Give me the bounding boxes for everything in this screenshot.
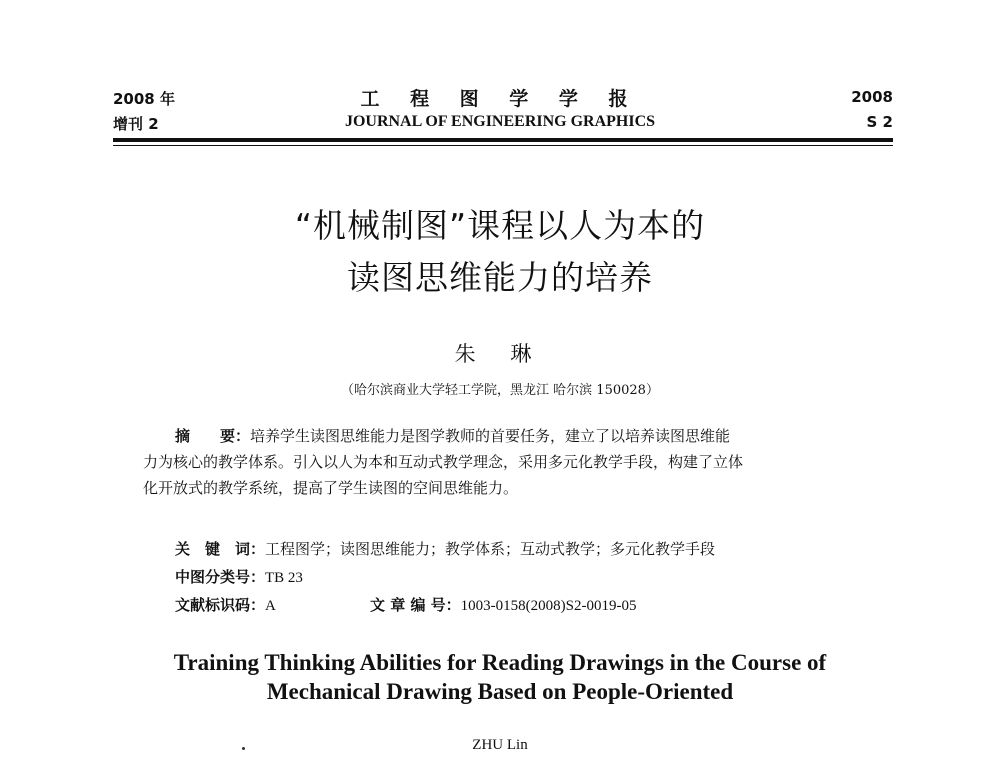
header-issue-cn: 增刊 2: [113, 115, 159, 133]
keywords-label: 关 键 词：: [175, 540, 266, 558]
clc-number: TB 23: [265, 570, 303, 586]
title-cn-line1: “机械制图”课程以人为本的: [294, 206, 706, 245]
title-en-line1: Training Thinking Abilities for Reading Drawings in the Course of: [173, 650, 827, 675]
clc-label: 中图分类号：: [175, 568, 266, 586]
abstract-line3: 化开放式的教学系统，提高了学生读图的空间思维能力。: [143, 479, 519, 497]
header-year-cn: 2008 年: [113, 90, 175, 108]
abstract-line2: 力为核心的教学体系。引入以人为本和互动式教学理念，采用多元化教学手段，构建了立体: [143, 453, 744, 471]
affiliation: （哈尔滨商业大学轻工学院，黑龙江 哈尔滨 150028）: [341, 383, 659, 398]
clc-line: [175, 564, 303, 591]
header-rule-thin: [113, 145, 893, 146]
author-cn: 朱 琳: [454, 342, 546, 366]
title-cn-line2: 读图思维能力的培养: [347, 258, 653, 297]
doc-code: A: [265, 598, 276, 614]
abstract-line1: [175, 423, 730, 449]
article-no-line: [370, 592, 637, 619]
article-no: 1003-0158(2008)S2-0019-05: [460, 598, 637, 614]
doc-code-line: [175, 592, 276, 619]
abstract-text-1: 培养学生读图思维能力是图学教师的首要任务，建立了以培养读图思维能: [250, 427, 731, 445]
article-no-label: 文 章 编 号：: [370, 596, 461, 614]
abstract-label: 摘 要：: [175, 427, 251, 445]
doc-code-label: 文献标识码：: [175, 596, 266, 614]
author-en: ZHU Lin: [472, 737, 528, 753]
journal-title-en: JOURNAL OF ENGINEERING GRAPHICS: [344, 113, 656, 130]
header-issue: S 2: [866, 113, 893, 131]
title-en-line2: Mechanical Drawing Based on People-Oriented: [266, 679, 734, 704]
keywords: 工程图学；读图思维能力；教学体系；互动式教学；多元化教学手段: [265, 540, 716, 558]
journal-title-cn: 工 程 图 学 学 报: [360, 88, 640, 110]
header-rule-thick: [113, 138, 893, 142]
header-year: 2008: [851, 88, 893, 106]
keywords-line: [175, 536, 715, 562]
